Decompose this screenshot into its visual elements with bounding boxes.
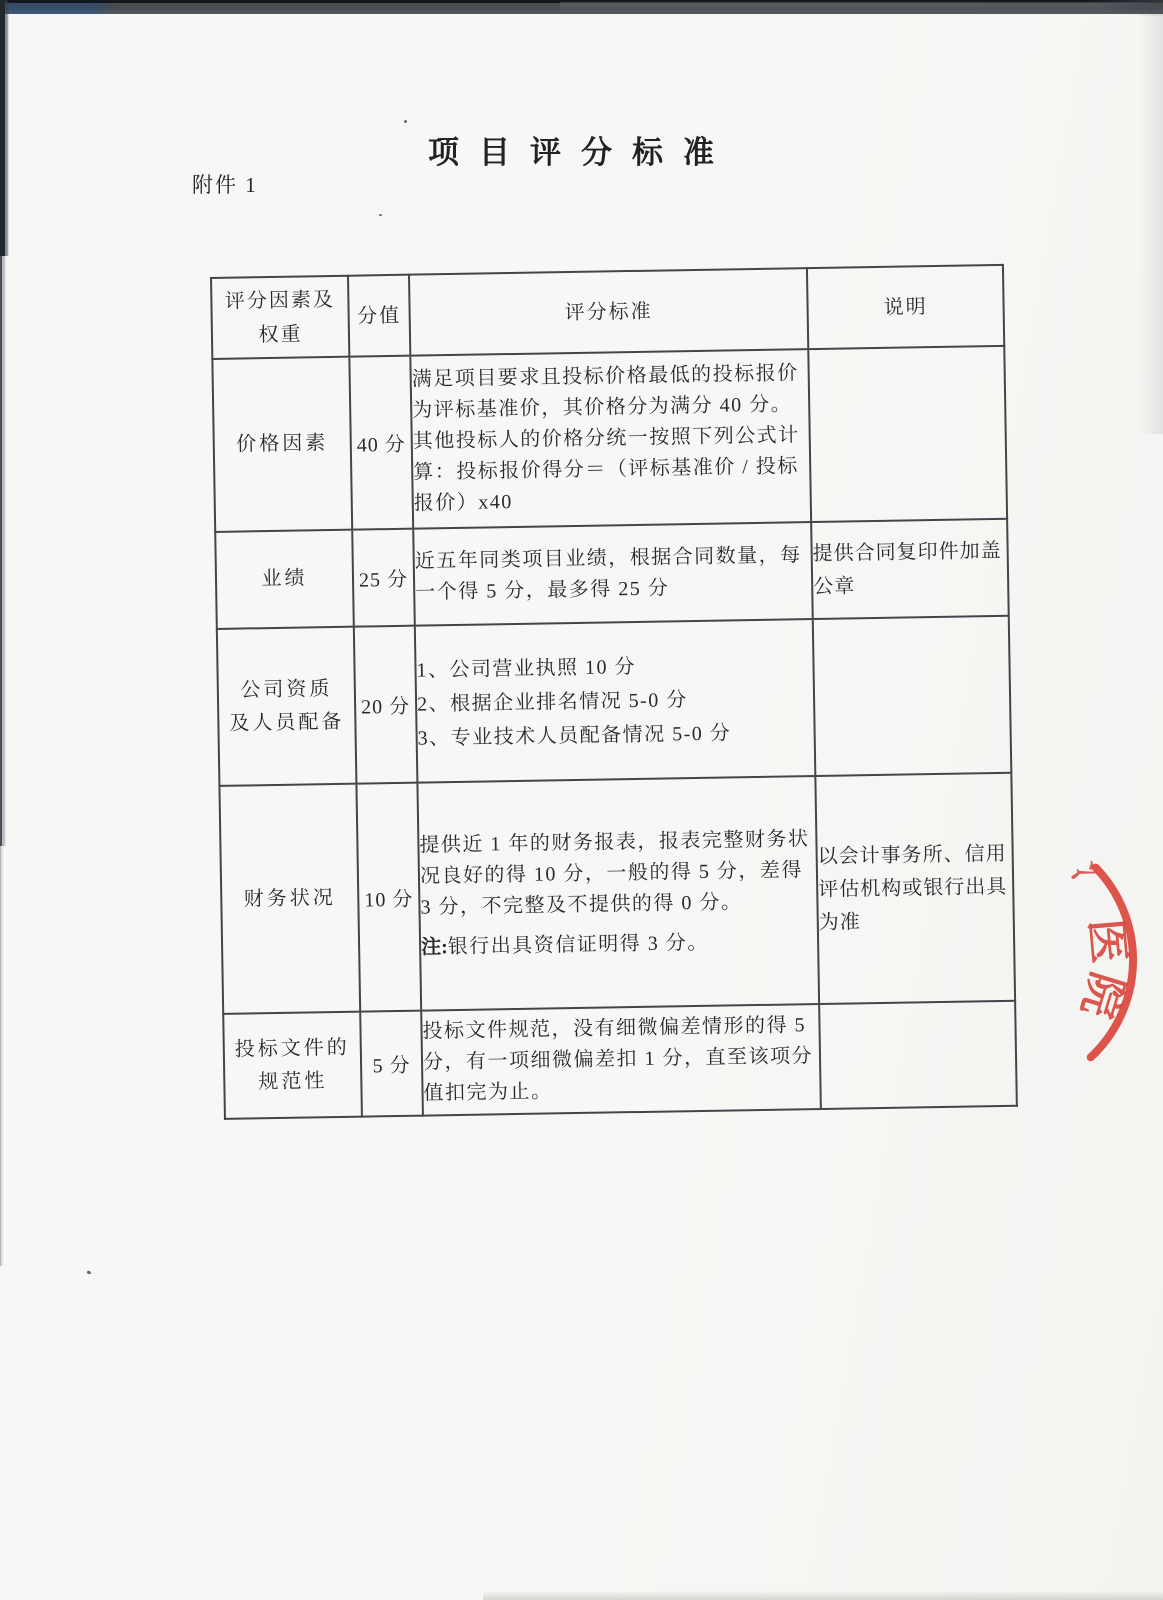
header-score: 分值 (348, 275, 410, 357)
header-criteria: 评分标准 (409, 268, 808, 356)
criteria-cell (417, 776, 819, 1011)
factor-cell: 公司资质 及人员配备 (217, 627, 357, 786)
scan-edge-left-mid (0, 256, 6, 846)
table-row-bid-document (223, 1001, 1017, 1119)
note-cell: 提供合同复印件加盖公章 (811, 519, 1009, 619)
paper-speck (404, 120, 407, 123)
attachment-label: 附件 1 (192, 173, 258, 197)
page-title: 项目评分标准 (428, 135, 734, 170)
criteria-note-line (421, 926, 817, 964)
criteria-line-1: 1、公司营业执照 10 分 (416, 655, 637, 682)
factor-cell: 业绩 (215, 530, 354, 629)
scan-edge-bottom (483, 1591, 1163, 1600)
stamp-partial-mark: 冫 (1063, 856, 1109, 900)
note-cell: 以会计事务所、信用评估机构或银行出具为准 (815, 773, 1015, 1004)
score-cell: 20 分 (354, 626, 418, 784)
scan-edge-left-faint (0, 846, 4, 1266)
score-cell: 25 分 (352, 529, 415, 627)
scan-edge-left-dark (0, 0, 9, 256)
criteria-cell: 投标文件规范，没有细微偏差情形的得 5 分，有一项细微偏差扣 1 分，直至该项分值扣完为止。 (421, 1004, 821, 1116)
scan-edge-top-shadow (560, 2, 1163, 14)
note-cell (808, 346, 1007, 522)
header-factor: 评分因素及 权重 (211, 276, 349, 359)
table-row-performance (215, 519, 1008, 629)
stamp-char-yuan: 院 (1072, 966, 1132, 1024)
paper-speck (379, 214, 382, 216)
criteria-note-text: 银行出具资信证明得 3 分。 (447, 931, 709, 958)
table-row-financial (219, 773, 1015, 1014)
table-header-row (211, 265, 1004, 359)
factor-cell: 价格因素 (212, 357, 352, 532)
score-cell: 40 分 (349, 356, 413, 530)
criteria-cell (415, 619, 816, 783)
scoring-table (210, 264, 1018, 1120)
criteria-line-2: 2、根据企业排名情况 5-0 分 (416, 688, 688, 716)
criteria-text: 提供近 1 年的财务报表，报表完整财务状况良好的得 10 分，一般的得 5 分，差得 3 分，不完整及不提供的得 0 分。 (419, 827, 810, 919)
criteria-note-label: 注: (420, 935, 448, 959)
hospital-seal-stamp (955, 820, 1163, 1120)
factor-cell: 投标文件的 规范性 (223, 1012, 362, 1119)
criteria-cell: 满足项目要求且投标价格最低的投标报价为评标基准价，其价格分为满分 40 分。其他投标人的价格分统一按照下列公式计算：投标报价得分＝（评标基准价 / 投标报价）x40 (410, 349, 811, 529)
score-cell: 10 分 (356, 783, 421, 1012)
criteria-line-3: 3、专业技术人员配备情况 5-0 分 (417, 721, 732, 750)
table-row-qualification (217, 616, 1011, 786)
note-cell (813, 616, 1012, 776)
header-note: 说明 (807, 265, 1004, 349)
paper-speck (87, 1270, 92, 1274)
table-row-price (212, 346, 1007, 532)
score-cell: 5 分 (360, 1011, 423, 1117)
factor-cell: 财务状况 (219, 784, 360, 1014)
scoring-table-wrapper (210, 264, 1018, 1120)
scan-edge-right (1139, 14, 1163, 434)
criteria-cell: 近五年同类项目业绩，根据合同数量，每一个得 5 分，最多得 25 分 (413, 522, 813, 626)
stamp-char-yi: 医 (1080, 916, 1134, 966)
